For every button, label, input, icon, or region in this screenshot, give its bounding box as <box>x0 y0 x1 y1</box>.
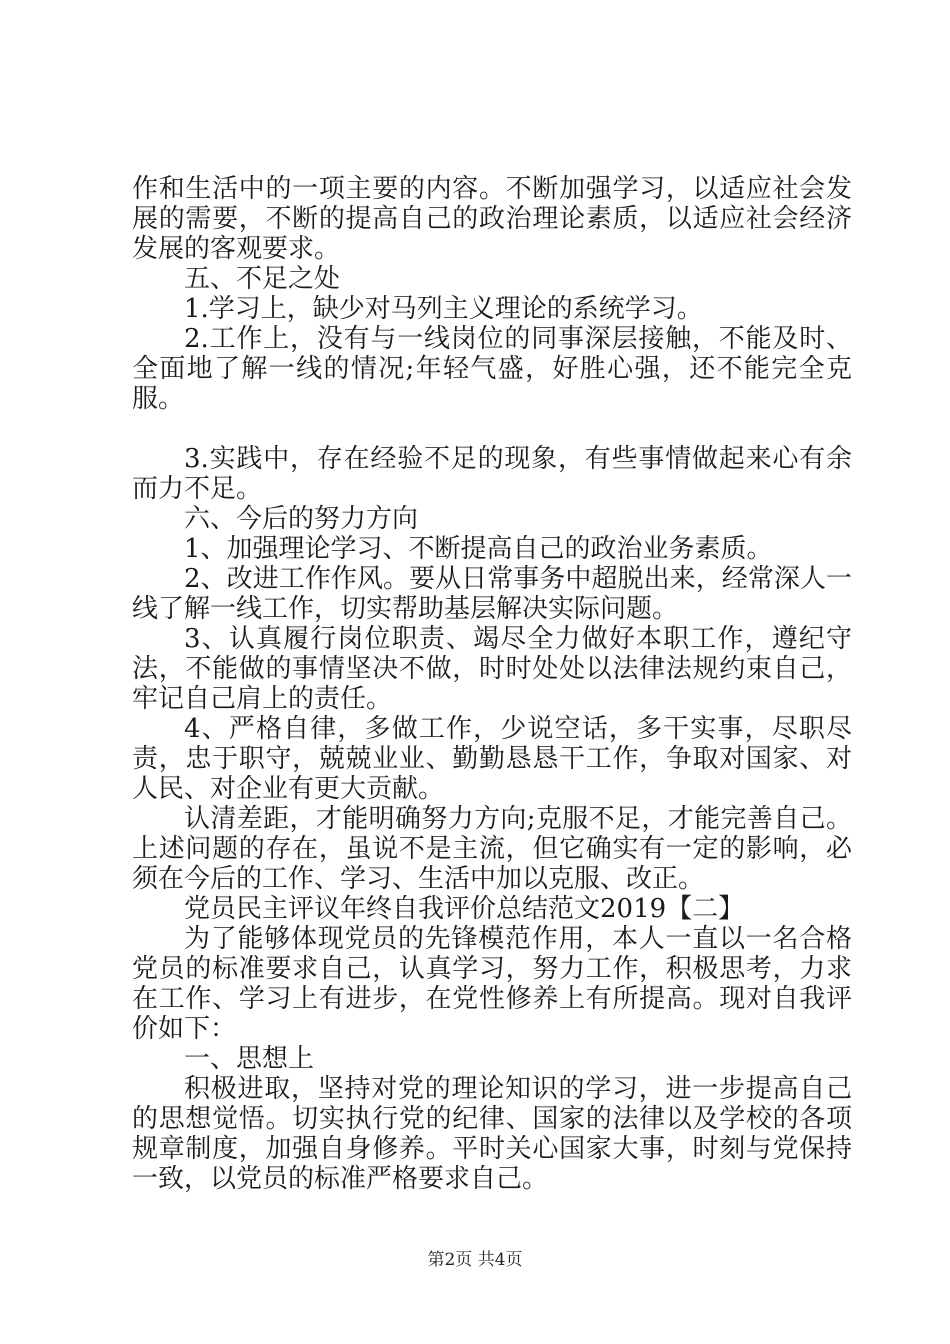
paragraph: 2、改进工作作风。要从日常事务中超脱出来，经常深人一线了解一线工作，切实帮助基层解决实际问题。 <box>132 564 852 624</box>
document-body <box>132 174 852 1194</box>
paragraph: 3、认真履行岗位职责、竭尽全力做好本职工作，遵纪守法，不能做的事情坚决不做，时时处处以法律法规约束自己，牢记自己肩上的责任。 <box>132 624 852 714</box>
paragraph: 作和生活中的一项主要的内容。不断加强学习，以适应社会发展的需要，不断的提高自己的政治理论素质，以适应社会经济发展的客观要求。 <box>132 174 852 264</box>
paragraph: 六、今后的努力方向 <box>184 504 419 534</box>
paragraph: 党员民主评议年终自我评价总结范文2019【二】 <box>184 894 745 924</box>
paragraph: 1.学习上，缺少对马列主义理论的系统学习。 <box>184 294 703 324</box>
paragraph: 一、思想上 <box>184 1044 315 1074</box>
paragraph: 五、不足之处 <box>184 264 341 294</box>
paragraph: 为了能够体现党员的先锋模范作用，本人一直以一名合格党员的标准要求自己，认真学习，努力工作，积极思考，力求在工作、学习上有进步，在党性修养上有所提高。现对自我评价如下： <box>132 924 852 1044</box>
paragraph-gap <box>132 414 852 444</box>
paragraph: 1、加强理论学习、不断提高自己的政治业务素质。 <box>184 534 773 564</box>
paragraph: 积极进取，坚持对党的理论知识的学习，进一步提高自己的思想觉悟。切实执行党的纪律、国家的法律以及学校的各项规章制度，加强自身修养。平时关心国家大事，时刻与党保持一致，以党员的标准严格要求自己。 <box>132 1074 852 1194</box>
paragraph: 2.工作上，没有与一线岗位的同事深层接触，不能及时、全面地了解一线的情况;年轻气盛，好胜心强，还不能完全克服。 <box>132 324 852 414</box>
paragraph: 4、严格自律，多做工作，少说空话，多干实事，尽职尽责，忠于职守，兢兢业业、勤勤恳恳干工作，争取对国家、对人民、对企业有更大贡献。 <box>132 714 852 804</box>
paragraph: 3.实践中，存在经验不足的现象，有些事情做起来心有余而力不足。 <box>132 444 852 504</box>
page-footer: 第2页 共4页 <box>427 1250 523 1270</box>
paragraph: 认清差距，才能明确努力方向;克服不足，才能完善自己。上述问题的存在，虽说不是主流，但它确实有一定的影响，必须在今后的工作、学习、生活中加以克服、改正。 <box>132 804 852 894</box>
